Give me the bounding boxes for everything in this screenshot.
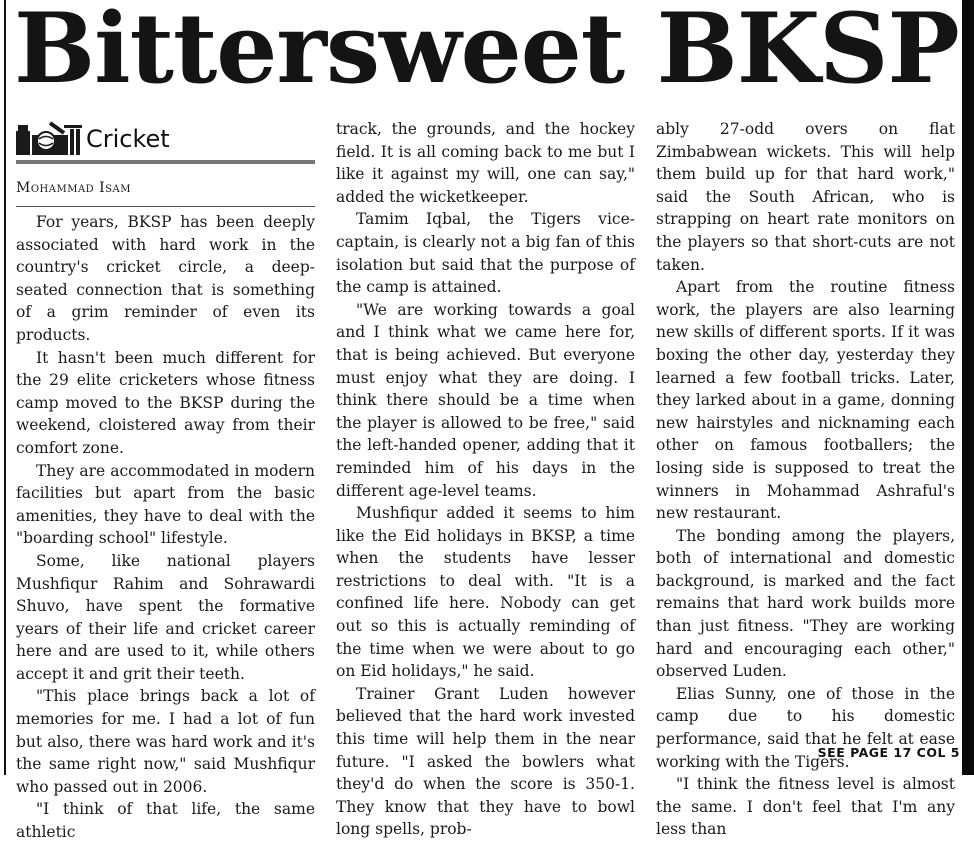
paragraph: "This place brings back a lot of memories for me. I had a lot of fun but also, there was hard work and it's the same right now," said Mushfiqur who passed out in 2006. bbox=[16, 687, 315, 796]
cricket-logo-icon bbox=[16, 121, 84, 155]
paragraph: They are accommodated in modern facilities but apart from the basic amenities, they have to deal with the "boarding school" lifestyle. bbox=[16, 461, 315, 548]
paragraph: Mushfiqur added it seems to him like the Eid holidays in BKSP, a time when the students have lesser restrictions to deal with. "It is a confined life here. Nobody can get out so this is actually reminding of the time when we were about to go on Eid holidays," he said. bbox=[336, 504, 635, 681]
left-border-rule bbox=[4, 0, 6, 775]
paragraph: It hasn't been much different for the 29 elite cricketers whose fitness camp moved to the BKSP during the weekend, cloistered away from their comfort zone. bbox=[16, 348, 315, 457]
right-edge-bar bbox=[962, 0, 974, 775]
paragraph: Elias Sunny, one of those in the camp due to his domestic performance, said that he felt at ease working with the Tigers. bbox=[656, 684, 955, 771]
paragraph: Tamim Iqbal, the Tigers vice-captain, is clearly not a big fan of this isolation but said that the purpose of the camp is attained. bbox=[336, 210, 635, 297]
paragraph: "I think of that life, the same athletic bbox=[16, 800, 315, 842]
paragraph: The bonding among the players, both of international and domestic background, is marked and the fact remains that hard work builds more than just fitness. "They are working hard and encouraging each other," observed Luden. bbox=[656, 526, 955, 681]
paragraph: track, the grounds, and the hockey field. It is all coming back to me but I like it against my will, one can say," added the wicketkeeper. bbox=[336, 120, 635, 206]
paragraph: "We are working towards a goal and I think what we came here for, that is being achieved. But everyone must enjoy what they are doing. I think there should be a time when the player is allowed to be free," said the left-handed opener, adding that it reminded him of his days in the different age-level teams. bbox=[336, 300, 635, 500]
article-column-3 bbox=[656, 118, 955, 841]
section-rule bbox=[16, 160, 315, 164]
paragraph: ably 27-odd overs on flat Zimbabwean wickets. This will help them build up for that hard work," said the South African, who is strapping on heart rate monitors on the players so that short-cuts are not taken. bbox=[656, 120, 955, 274]
article-column-1 bbox=[16, 118, 315, 844]
paragraph: For years, BKSP has been deeply associated with hard work in the country's cricket circle, a deep-seated connection that is something of a grim reminder of even its products. bbox=[16, 213, 315, 344]
byline: Mohammad Isam bbox=[16, 180, 131, 196]
paragraph: Apart from the routine fitness work, the players are also learning new skills of different sports. If it was boxing the other day, yesterday they learned a few football tricks. Later, they larked about in a game, donning new hairstyles and nicknaming each other on famous footballers; the losing side is supposed to treat the winners in Mohammad Ashraful's new restaurant. bbox=[656, 278, 955, 523]
article-column-2 bbox=[336, 118, 635, 841]
continued-jump-line: SEE PAGE 17 COL 5 bbox=[817, 745, 960, 760]
paragraph: Some, like national players Mushfiqur Rahim and Sohrawardi Shuvo, have spent the formative years of their life and cricket career here and are used to it, while others accept it and grit their teeth. bbox=[16, 551, 315, 683]
paragraph: Trainer Grant Luden however believed that the hard work invested this time will help them in the near future. "I asked the bowlers what they'd do when the score is 350-1. They know that they have to bowl long spells, prob- bbox=[336, 684, 635, 839]
section-label: Cricket bbox=[86, 125, 170, 153]
byline-rule bbox=[16, 206, 315, 207]
section-header bbox=[16, 118, 315, 160]
paragraph: "I think the fitness level is almost the same. I don't feel that I'm any less than bbox=[656, 775, 955, 839]
headline: Bittersweet BKSP bbox=[14, 0, 959, 105]
